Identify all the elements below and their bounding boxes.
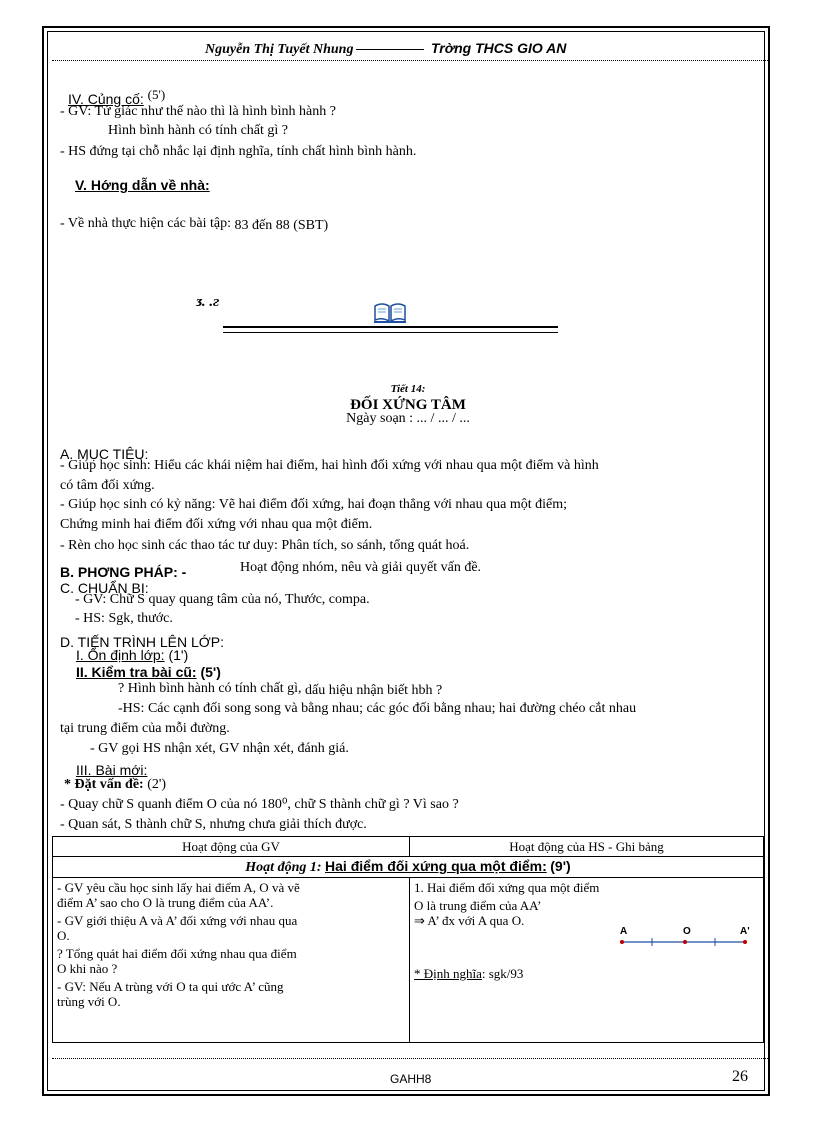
text-line: Hình bình hành có tính chất gì ?	[108, 123, 289, 138]
sub-kiem-tra: II. Kiểm tra bài cũ: (5')	[76, 664, 221, 680]
homework-line: - Về nhà thực hiện các bài tập: 83 đến 88 (SBT)	[60, 216, 329, 233]
text-line: - Giúp học sinh: Hiểu các khái niệm hai điểm, hai hình đối xứng với nhau qua một điểm và hình	[60, 458, 599, 473]
school-name: Trờng THCS GIO AN	[430, 40, 567, 56]
section-chuan-bi: C. CHUẨN BỊ:	[60, 580, 149, 596]
header-divider	[52, 60, 768, 61]
fig-label-a: A	[620, 926, 628, 937]
text-line: Chứng minh hai điểm đối xứng với nhau qua một điểm.	[60, 517, 373, 532]
sub-bai-moi: III. Bài mới:	[76, 762, 148, 778]
book-icon	[373, 300, 407, 324]
divider-rule	[223, 332, 558, 333]
text-line: tại trung điểm của mỗi đường.	[60, 721, 230, 736]
col-header-gv: Hoạt động của GV	[53, 837, 410, 857]
lesson-title: ĐỐI XỨNG TÂM	[350, 397, 466, 413]
hs-activity-cell: 1. Hai điểm đối xứng qua một điểm O là trung điểm của AA’ ⇒ A’ đx với A qua O. * Định nghĩa: sgk/93 A O A'	[410, 878, 764, 1043]
text-line: - Rèn cho học sinh các thao tác tư duy: Phân tích, so sánh, tổng quát hoá.	[60, 538, 470, 553]
symmetry-figure	[615, 936, 750, 948]
page-header	[205, 40, 566, 58]
activity-row: Hoạt động 1: Hai điểm đối xứng qua một điểm: (9')	[53, 857, 764, 878]
gv-activity-cell: - GV yêu cầu học sinh lấy hai điểm A, O và vẽ điểm A’ sao cho O là trung điểm của AA’. - GV giới thiệu A và A’ đối xứng với nhau qua O. ? Tổng quát hai điểm đối xứng nhau qua điểm O khi nào ? - GV: Nếu A trùng với O ta qui ước A’ cũng trùng với O.	[53, 878, 410, 1043]
lesson-number: Tiết 14:	[390, 383, 426, 395]
ornament: ᴣ. .ᴤ	[196, 294, 220, 310]
text-line: - Quan sát, S thành chữ S, nhưng chưa giải thích được.	[60, 817, 367, 832]
text-line: - HS: Sgk, thước.	[75, 611, 173, 626]
fig-label-o: O	[683, 926, 691, 937]
lesson-table	[52, 836, 764, 1043]
divider-rule	[223, 326, 558, 328]
section-muc-tieu: A. MỤC TIÊU:	[60, 446, 149, 462]
text-line: có tâm đối xứng.	[60, 478, 155, 493]
fig-label-a-prime: A'	[740, 926, 750, 937]
section-huong-dan: V. Hớng dẫn về nhà:	[75, 177, 210, 193]
col-header-hs: Hoạt động của HS - Ghi bảng	[410, 837, 764, 857]
text-line: - GV: Chữ S quay quang tâm của nó, Thước, compa.	[75, 592, 370, 607]
text-line: - Giúp học sinh có kỷ năng: Vẽ hai điểm đối xứng, hai đoạn thẳng với nhau qua một điểm;	[60, 497, 567, 512]
footer-divider	[52, 1058, 768, 1059]
date-line: Ngày soạn : ... / ... / ...	[346, 411, 470, 426]
text-line: ? Hình bình hành có tính chất gì, dấu hiệu nhận biết hbh ?	[118, 681, 443, 698]
text-line: - HS đứng tại chỗ nhắc lại định nghĩa, tính chất hình bình hành.	[60, 144, 417, 159]
text-line: - Quay chữ S quanh điểm O của nó 180⁰, chữ S thành chữ gì ? Vì sao ?	[60, 797, 459, 812]
section-tien-trinh: D. TIẾN TRÌNH LÊN LỚP:	[60, 634, 224, 650]
page-number: 26	[732, 1068, 748, 1085]
footer-code: GAHH8	[390, 1072, 432, 1086]
text-line: - GV: Tứ giác như thế nào thì là hình bình hành ?	[60, 104, 336, 119]
method-value: Hoạt động nhóm, nêu và giải quyết vấn đề.	[240, 560, 482, 575]
author-name: Nguyễn Thị Tuyết Nhung	[205, 42, 354, 57]
section-phuong-phap: B. PHƠNG PHÁP: -	[60, 564, 187, 580]
text-line: - GV gọi HS nhận xét, GV nhận xét, đánh giá.	[90, 741, 349, 756]
section-cung-co: IV. Củng cố: (5')	[68, 87, 166, 107]
text-line: -HS: Các cạnh đối song song và bằng nhau; các góc đối bằng nhau; hai đường chéo cắt nhau	[118, 701, 637, 716]
sub-dat-van-de: * Đặt vấn đề: (2')	[64, 777, 167, 792]
sub-on-dinh: I. Ổn định lớp: (1')	[76, 647, 189, 663]
